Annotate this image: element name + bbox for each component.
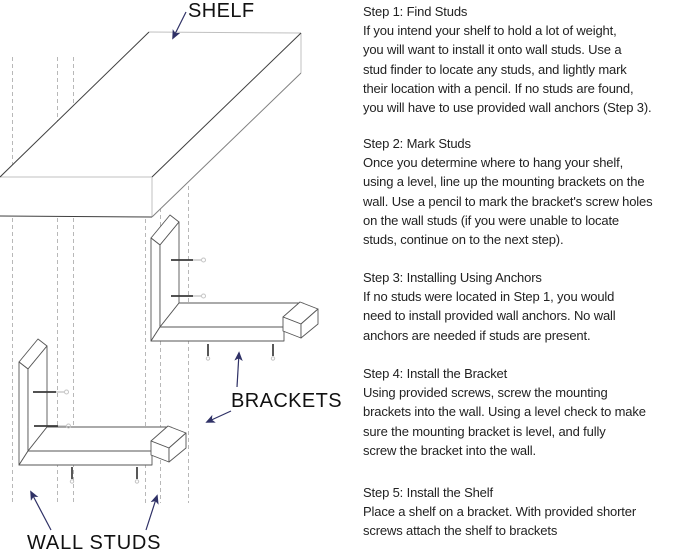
step-3 <box>363 268 677 345</box>
step-3-heading: Step 3: Installing Using Anchors <box>363 270 542 285</box>
step-1-line: If you intend your shelf to hold a lot of weight, <box>363 23 617 39</box>
step-4-line: sure the mounting bracket is level, and fully <box>363 423 606 439</box>
step-1-line: their location with a pencil. If no studs are found, <box>363 80 634 96</box>
brackets-arrow-up <box>237 353 239 387</box>
step-5-heading: Step 5: Install the Shelf <box>363 485 493 500</box>
step-1-line: you will want to install it onto wall studs. Use a <box>363 42 622 58</box>
step-3-line: need to install provided wall anchors. No wall <box>363 308 616 324</box>
screw <box>70 467 73 483</box>
wall-studs-arrow-left <box>31 492 51 530</box>
step-3-line: If no studs were located in Step 1, you would <box>363 289 615 305</box>
upper-bracket-drawing <box>151 215 318 341</box>
step-1-line: you will have to use provided wall anchors (Step 3). <box>363 100 652 116</box>
step-2-heading: Step 2: Mark Studs <box>363 136 471 151</box>
wall-studs-label: WALL STUDS <box>27 532 162 554</box>
shelf-label: SHELF <box>188 0 255 22</box>
brackets-arrow-lower <box>207 411 231 422</box>
step-2-line: on the wall studs (if you were unable to locate <box>363 212 619 228</box>
step-5 <box>363 483 677 541</box>
step-2-line: wall. Use a pencil to mark the bracket's screw holes <box>363 193 653 209</box>
shelf-drawing <box>0 32 301 217</box>
wall-studs-arrow-right <box>146 496 157 530</box>
step-4-line: screw the bracket into the wall. <box>363 442 536 458</box>
step-2-line: studs, continue on to the next step). <box>363 232 564 248</box>
step-1-line: stud finder to locate any studs, and lightly mark <box>363 61 627 77</box>
instructions-panel <box>363 0 677 556</box>
screw <box>135 467 138 483</box>
step-2 <box>363 134 677 249</box>
step-4 <box>363 364 677 460</box>
step-1-heading: Step 1: Find Studs <box>363 4 468 19</box>
step-4-line: brackets into the wall. Using a level check to make <box>363 404 646 420</box>
step-1 <box>363 2 677 117</box>
step-5-line: screws attach the shelf to brackets <box>363 523 558 539</box>
screw <box>271 344 274 360</box>
brackets-label: BRACKETS <box>231 390 343 412</box>
step-2-line: using a level, line up the mounting brackets on the <box>363 174 645 190</box>
step-5-line: Place a shelf on a bracket. With provided shorter <box>363 504 637 520</box>
screw <box>206 344 209 360</box>
step-4-line: Using provided screws, screw the mounting <box>363 385 608 401</box>
step-4-heading: Step 4: Install the Bracket <box>363 366 508 381</box>
step-2-line: Once you determine where to hang your shelf, <box>363 155 624 171</box>
step-3-line: anchors are needed if studs are present. <box>363 327 591 343</box>
